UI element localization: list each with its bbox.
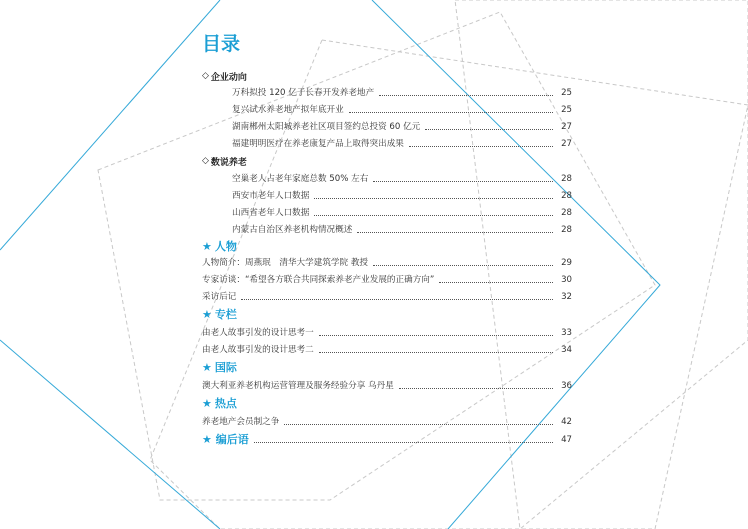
toc-entry[interactable] (202, 342, 572, 358)
dot-leader (439, 282, 553, 283)
section-heading (202, 238, 237, 254)
toc-entry[interactable] (202, 289, 572, 305)
subsection-heading (202, 68, 247, 84)
star-icon: ★ (202, 307, 212, 321)
entry-title: 人物简介：周燕珉 清华大学建筑学院 教授 (202, 258, 369, 268)
entry-title: 内蒙古自治区养老机构情况概述 (232, 225, 353, 235)
star-icon: ★ (202, 433, 212, 446)
toc-entry[interactable] (232, 85, 572, 101)
toc-entry[interactable] (232, 205, 572, 221)
toc-entry[interactable] (232, 171, 572, 187)
dot-leader (379, 95, 553, 96)
dot-leader (284, 424, 553, 425)
dot-leader (357, 232, 553, 233)
dot-leader (241, 299, 553, 300)
entry-page: 28 (561, 208, 572, 218)
diamond-icon: ◇ (202, 71, 209, 81)
toc-entry[interactable] (232, 222, 572, 238)
dot-leader (254, 442, 553, 443)
entry-page: 32 (561, 292, 572, 302)
entry-page: 47 (561, 435, 572, 445)
star-icon: ★ (202, 396, 212, 410)
dot-leader (349, 112, 553, 113)
entry-title: 由老人故事引发的设计思考一 (202, 328, 314, 338)
entry-title: 空巢老人占老年家庭总数 50% 左右 (232, 174, 369, 184)
section-label: 国际 (214, 361, 237, 374)
section-label: 专栏 (214, 308, 237, 321)
entry-page: 36 (561, 381, 572, 391)
toc-entry[interactable] (202, 378, 572, 394)
entry-title: 复兴试水养老地产拟年底开业 (232, 105, 344, 115)
toc-entry[interactable] (232, 119, 572, 135)
subsection-heading (202, 153, 247, 169)
entry-title: 养老地产会员制之争 (202, 417, 280, 427)
entry-page: 30 (561, 275, 572, 285)
entry-title: 采访后记 (202, 292, 237, 302)
entry-title: 万科拟投 120 亿于长春开发养老地产 (232, 88, 375, 98)
dot-leader (373, 265, 553, 266)
dot-leader (425, 129, 553, 130)
section-label: 人物 (214, 240, 237, 253)
star-icon: ★ (202, 239, 212, 253)
entry-title: 由老人故事引发的设计思考二 (202, 345, 314, 355)
dot-leader (319, 335, 553, 336)
entry-title: 专家访谈：“希望各方联合共同探索养老产业发展的正确方向” (202, 275, 435, 285)
toc-entry[interactable] (202, 325, 572, 341)
entry-page: 28 (561, 225, 572, 235)
star-icon: ★ (202, 360, 212, 374)
entry-page: 28 (561, 174, 572, 184)
dot-leader (319, 352, 553, 353)
entry-title: 西安市老年人口数据 (232, 191, 310, 201)
entry-page: 29 (561, 258, 572, 268)
toc-entry[interactable] (232, 102, 572, 118)
dot-leader (314, 215, 553, 216)
entry-page: 34 (561, 345, 572, 355)
section-heading (202, 359, 237, 375)
section-heading (202, 395, 237, 411)
diamond-icon: ◇ (202, 156, 209, 166)
entry-page: 28 (561, 191, 572, 201)
entry-title: 福建明明医疗在养老康复产品上取得突出成果 (232, 139, 404, 149)
entry-page: 25 (561, 105, 572, 115)
entry-page: 25 (561, 88, 572, 98)
section-heading (202, 306, 237, 322)
toc-entry[interactable] (232, 136, 572, 152)
entry-page: 42 (561, 417, 572, 427)
toc-entry[interactable] (202, 272, 572, 288)
subsection-label: 数说养老 (210, 157, 247, 168)
entry-title: 澳大利亚养老机构运营管理及服务经验分享 乌丹星 (202, 381, 394, 391)
toc-entry[interactable] (232, 188, 572, 204)
epilogue-heading (202, 432, 249, 448)
entry-title: 湖南郴州太阳城养老社区项目签约总投资 60 亿元 (232, 122, 421, 132)
toc-entry-epilogue[interactable] (202, 432, 572, 448)
page-title: 目录 (202, 33, 241, 55)
dot-leader (314, 198, 553, 199)
toc-entry[interactable] (202, 414, 572, 430)
section-label: 热点 (214, 397, 237, 410)
toc-entry[interactable] (202, 255, 572, 271)
entry-page: 33 (561, 328, 572, 338)
section-label: 编后语 (215, 433, 249, 446)
dot-leader (409, 146, 553, 147)
entry-title: 山西省老年人口数据 (232, 208, 310, 218)
entry-page: 27 (561, 122, 572, 132)
dot-leader (399, 388, 553, 389)
subsection-label: 企业动向 (210, 72, 247, 83)
entry-page: 27 (561, 139, 572, 149)
dot-leader (373, 181, 553, 182)
